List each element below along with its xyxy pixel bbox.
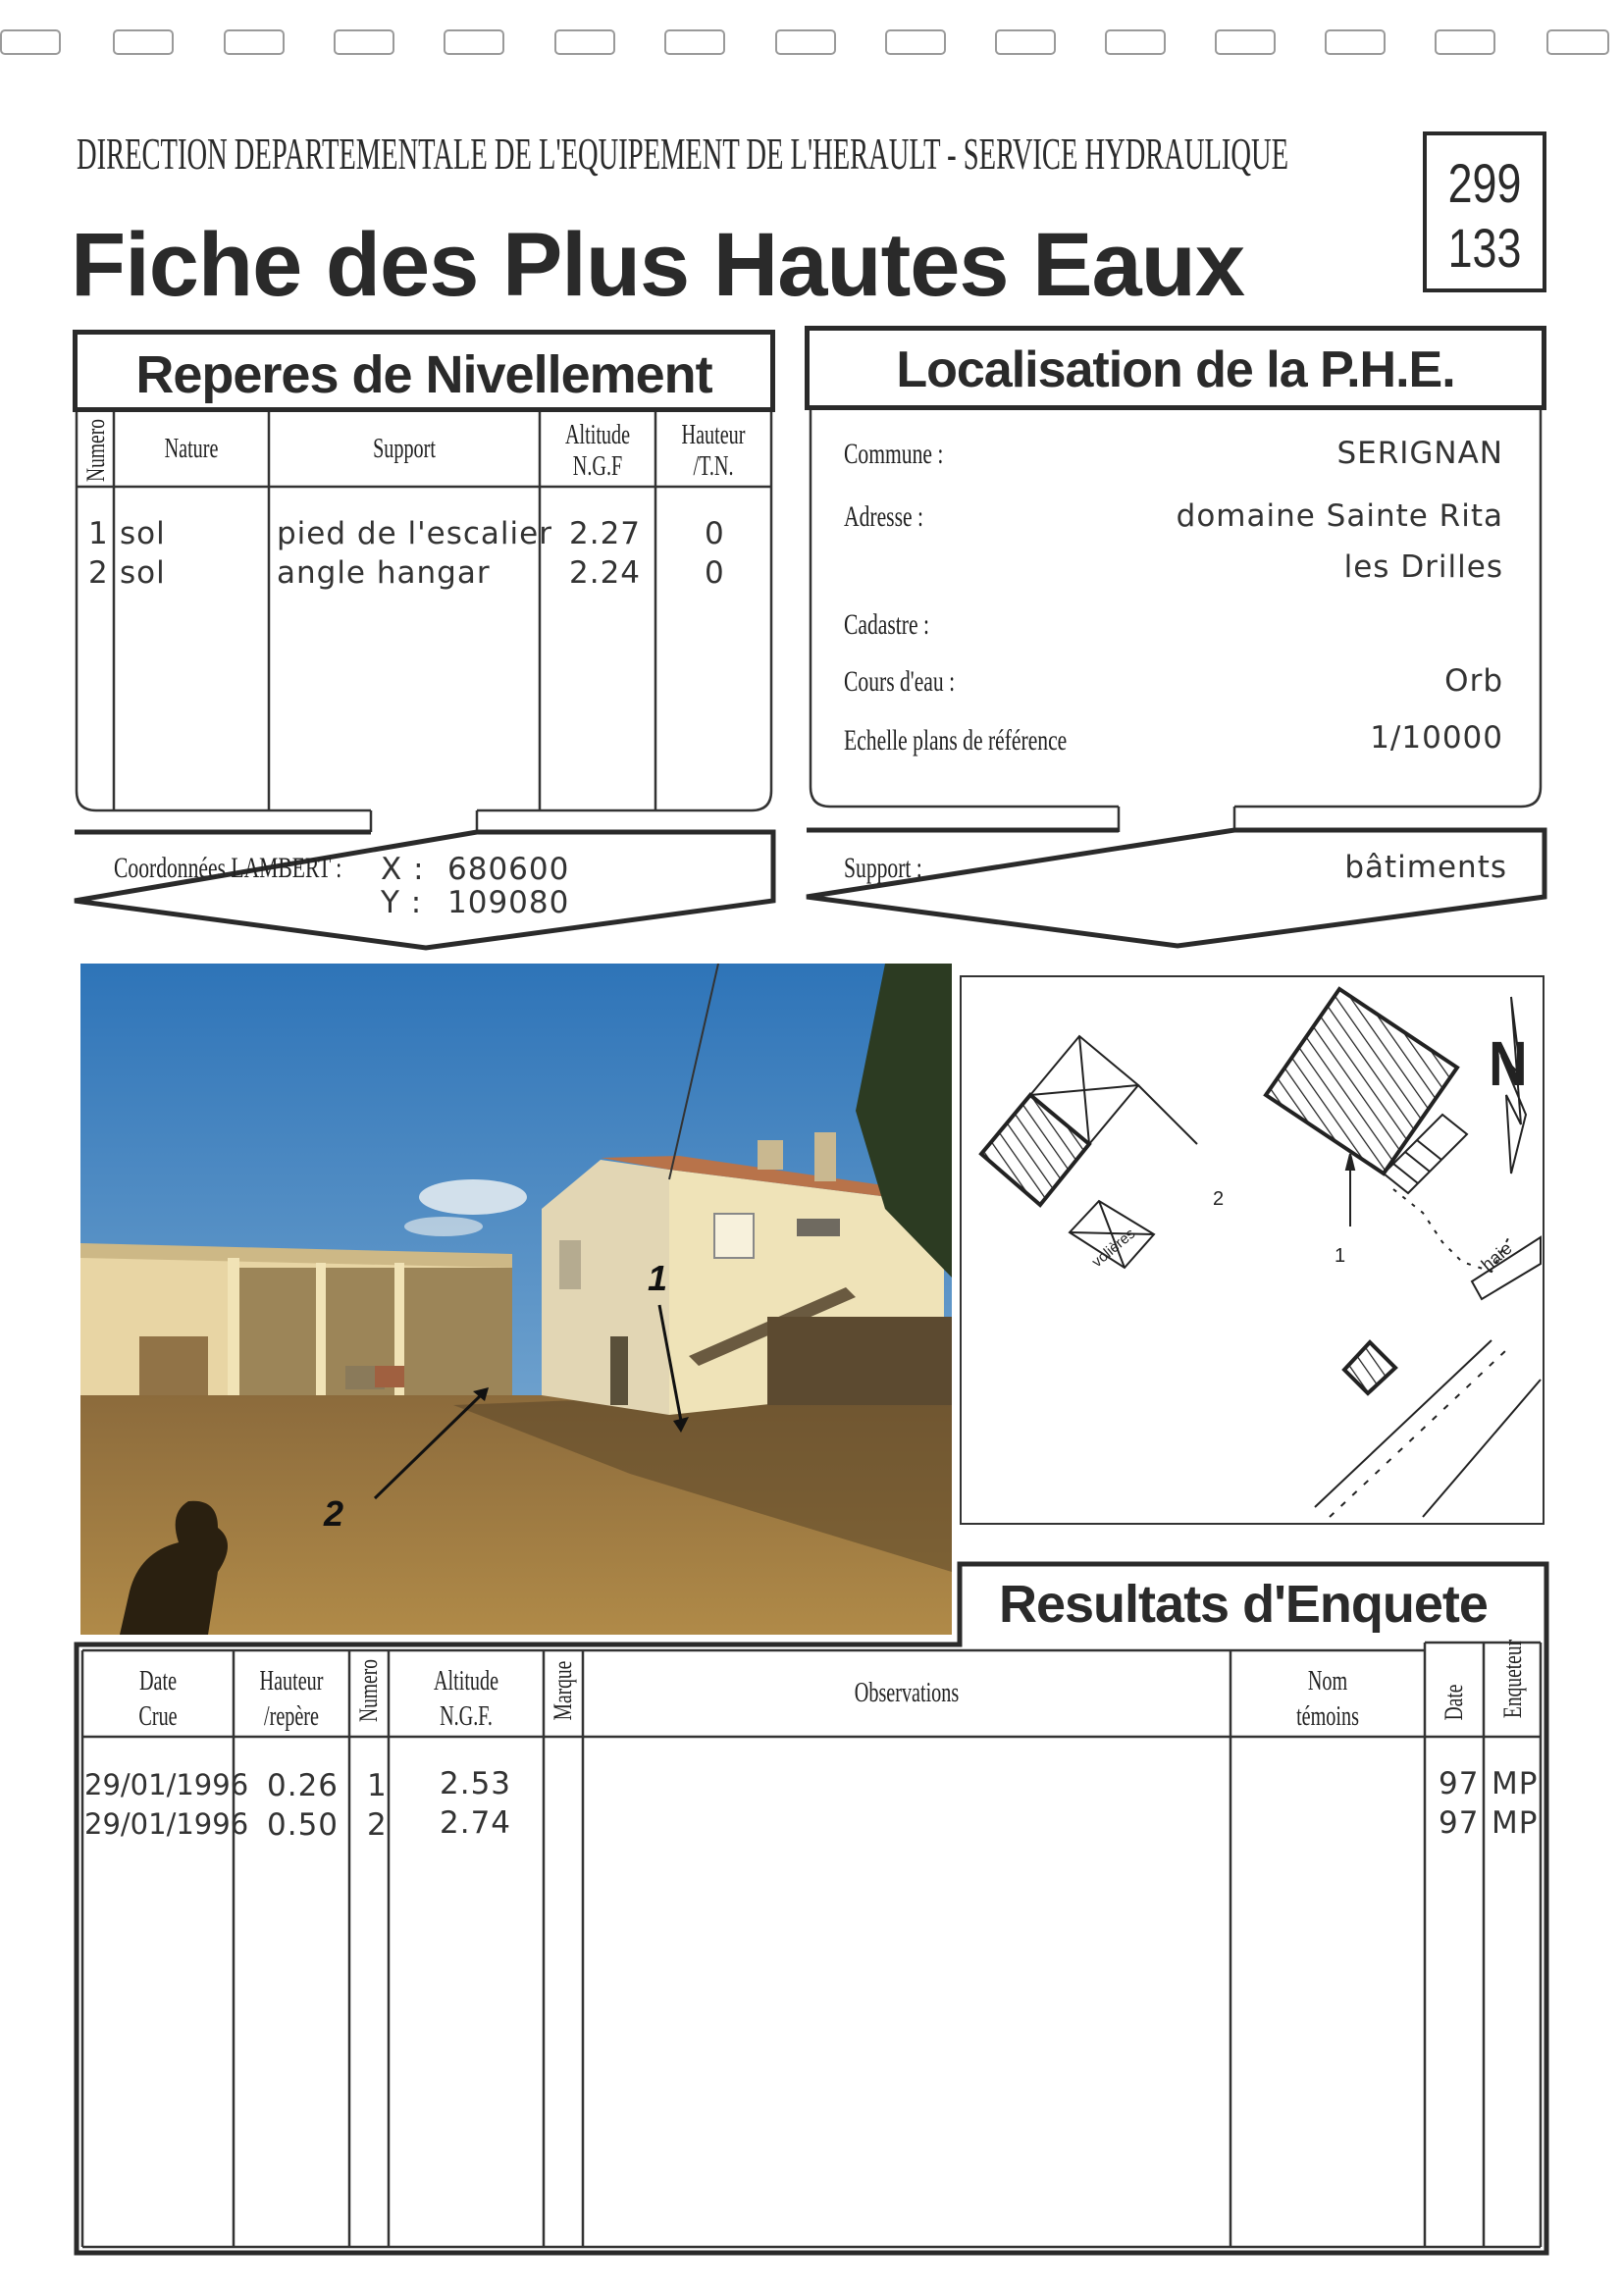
res-col-date-enquete: Date — [1440, 1684, 1468, 1721]
photo-mark-1: 1 — [648, 1258, 668, 1298]
reperes-row-num: 2 — [88, 555, 109, 591]
res-row-date: 29/01/1996 — [84, 1807, 249, 1841]
adresse-line-1: domaine Sainte Rita — [1176, 498, 1503, 534]
reperes-row-support: angle hangar — [277, 555, 491, 591]
cours-value: Orb — [1444, 663, 1503, 699]
res-col-date: Date Crue — [138, 1666, 178, 1732]
plan-label-volieres: volières — [1088, 1225, 1139, 1272]
res-row-hauteur: 0.26 — [267, 1768, 340, 1803]
res-col-observations: Observations — [854, 1678, 960, 1708]
res-row-num: 1 — [367, 1768, 388, 1803]
lambert-y-label: Y : — [381, 885, 423, 920]
sheet-id-bottom: 133 — [1447, 217, 1522, 279]
res-col-numero: Numero — [354, 1659, 383, 1722]
res-row-enqueteur: MP — [1492, 1766, 1539, 1801]
reperes-col-numero: Numero — [81, 419, 110, 482]
res-col-enqueteur: Enqueteur — [1498, 1639, 1527, 1719]
reperes-row-support: pied de l'escalier — [277, 516, 552, 551]
reperes-title: Reperes de Nivellement — [135, 345, 712, 404]
lambert-x-label: X : — [381, 852, 425, 887]
res-col-nom: Nom témoins — [1296, 1666, 1359, 1732]
lambert-x-value: 680600 — [447, 852, 570, 887]
commune-value: SERIGNAN — [1336, 436, 1503, 471]
plan-label-haie: haie — [1477, 1237, 1516, 1276]
sheet-id-top: 299 — [1447, 152, 1522, 214]
res-row-altitude: 2.74 — [440, 1805, 512, 1841]
plan-label-1: 1 — [1335, 1245, 1346, 1267]
reperes-col-altitude: Altitude N.G.F — [564, 420, 631, 482]
reperes-row-altitude: 2.27 — [569, 516, 642, 551]
res-row-date: 29/01/1996 — [84, 1768, 249, 1801]
reperes-row-hauteur: 0 — [705, 555, 725, 591]
echelle-value: 1/10000 — [1370, 720, 1503, 756]
cours-label: Cours d'eau : — [844, 665, 956, 698]
cadastre-label: Cadastre : — [844, 608, 929, 641]
support-label: Support : — [844, 852, 922, 884]
res-row-annee: 97 — [1439, 1766, 1480, 1801]
support-value: bâtiments — [1344, 850, 1507, 885]
res-row-annee: 97 — [1439, 1805, 1480, 1841]
resultats-title: Resultats d'Enquete — [999, 1575, 1488, 1634]
res-col-hauteur: Hauteur /repère — [259, 1666, 324, 1732]
res-row-num: 2 — [367, 1807, 388, 1843]
echelle-label: Echelle plans de référence — [844, 724, 1068, 757]
reperes-row-hauteur: 0 — [705, 516, 725, 551]
org-header: DIRECTION DEPARTEMENTALE DE L'EQUIPEMENT DE L'HERAULT - SERVICE HYDRAULIQUE — [77, 129, 1289, 179]
reperes-row-nature: sol — [120, 516, 166, 551]
reperes-row-altitude: 2.24 — [569, 555, 642, 591]
res-col-marque: Marque — [549, 1660, 577, 1721]
localisation-title: Localisation de la P.H.E. — [896, 341, 1455, 398]
res-row-enqueteur: MP — [1492, 1805, 1539, 1841]
res-col-altitude: Altitude N.G.F. — [433, 1666, 499, 1732]
adresse-label: Adresse : — [844, 500, 923, 533]
lambert-y-value: 109080 — [447, 885, 570, 920]
photo-mark-2: 2 — [324, 1493, 344, 1534]
reperes-row-nature: sol — [120, 555, 166, 591]
reperes-col-nature: Nature — [164, 434, 219, 464]
page-title: Fiche des Plus Hautes Eaux — [71, 215, 1245, 315]
plan-label-2: 2 — [1213, 1188, 1225, 1210]
lambert-label: Coordonnées LAMBERT : — [114, 852, 342, 884]
reperes-row-num: 1 — [88, 516, 109, 551]
res-row-hauteur: 0.50 — [267, 1807, 340, 1843]
reperes-col-hauteur: Hauteur /T.N. — [681, 420, 746, 482]
commune-label: Commune : — [844, 438, 944, 470]
res-row-altitude: 2.53 — [440, 1766, 512, 1801]
reperes-col-support: Support — [373, 434, 436, 464]
adresse-line-2: les Drilles — [1343, 549, 1503, 585]
north-label: N — [1489, 1027, 1528, 1100]
